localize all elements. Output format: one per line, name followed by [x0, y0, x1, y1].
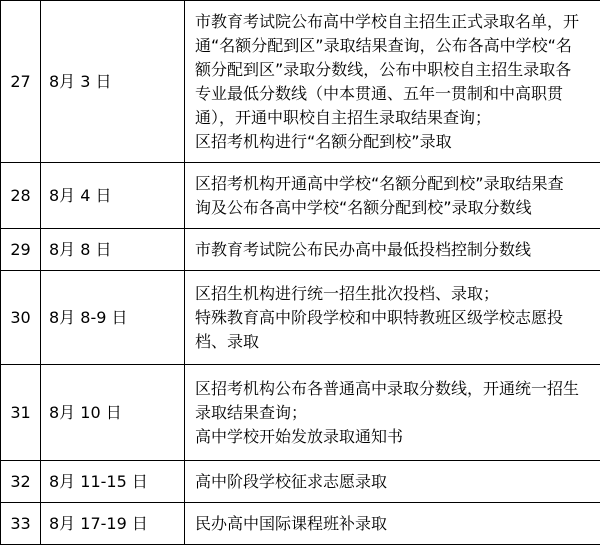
row-description — [185, 503, 600, 545]
row-number: 31 — [1, 365, 41, 461]
description-line: 市教育考试院公布民办高中最低投档控制分数线 — [195, 239, 532, 259]
row-date: 8月 8 日 — [41, 229, 185, 271]
description-line: 录取结果查询； — [195, 402, 308, 422]
row-description — [185, 365, 600, 461]
table-row — [1, 163, 600, 229]
description-line: 区招考机构进行“名额分配到校”录取 — [195, 131, 452, 151]
table-row — [1, 461, 600, 503]
table-row — [1, 365, 600, 461]
row-description — [185, 271, 600, 365]
row-date: 8月 3 日 — [41, 1, 185, 163]
description-line: 专业最低分数线（中本贯通、五年一贯制和中高职贯 — [195, 83, 564, 103]
description-line: 通），开通中职校自主招生录取结果查询； — [195, 107, 492, 127]
description-line: 特殊教育高中阶段学校和中职特教班区级学校志愿投 — [195, 307, 564, 327]
row-description — [185, 163, 600, 229]
row-date: 8月 10 日 — [41, 365, 185, 461]
description-line: 民办高中国际课程班补录取 — [195, 513, 388, 533]
row-number: 28 — [1, 163, 41, 229]
row-number: 29 — [1, 229, 41, 271]
row-date: 8月 8-9 日 — [41, 271, 185, 365]
table-row — [1, 271, 600, 365]
description-line: 区招生机构进行统一招生批次投档、录取； — [195, 283, 500, 303]
row-number: 33 — [1, 503, 41, 545]
description-line: 高中学校开始发放录取通知书 — [195, 426, 404, 446]
row-description — [185, 229, 600, 271]
row-number: 32 — [1, 461, 41, 503]
row-description — [185, 1, 600, 163]
description-line: 询及公布各高中学校“名额分配到校”录取分数线 — [195, 197, 532, 217]
description-line: 高中阶段学校征求志愿录取 — [195, 471, 388, 491]
description-line: 区招考机构开通高中学校“名额分配到校”录取结果查 — [195, 173, 564, 193]
row-description — [185, 461, 600, 503]
description-line: 额分配到区”录取分数线，公布中职校自主招生录取各 — [195, 59, 572, 79]
row-date: 8月 4 日 — [41, 163, 185, 229]
table-row — [1, 503, 600, 545]
description-line: 通“名额分配到区”录取结果查询，公布各高中学校“名 — [195, 35, 572, 55]
row-number: 27 — [1, 1, 41, 163]
description-line: 区招考机构公布各普通高中录取分数线，开通统一招生 — [195, 378, 580, 398]
description-line: 档、录取 — [195, 331, 260, 351]
row-date: 8月 11-15 日 — [41, 461, 185, 503]
description-line: 市教育考试院公布高中学校自主招生正式录取名单，开 — [195, 11, 580, 31]
table-row — [1, 1, 600, 163]
table-row — [1, 229, 600, 271]
row-date: 8月 17-19 日 — [41, 503, 185, 545]
row-number: 30 — [1, 271, 41, 365]
